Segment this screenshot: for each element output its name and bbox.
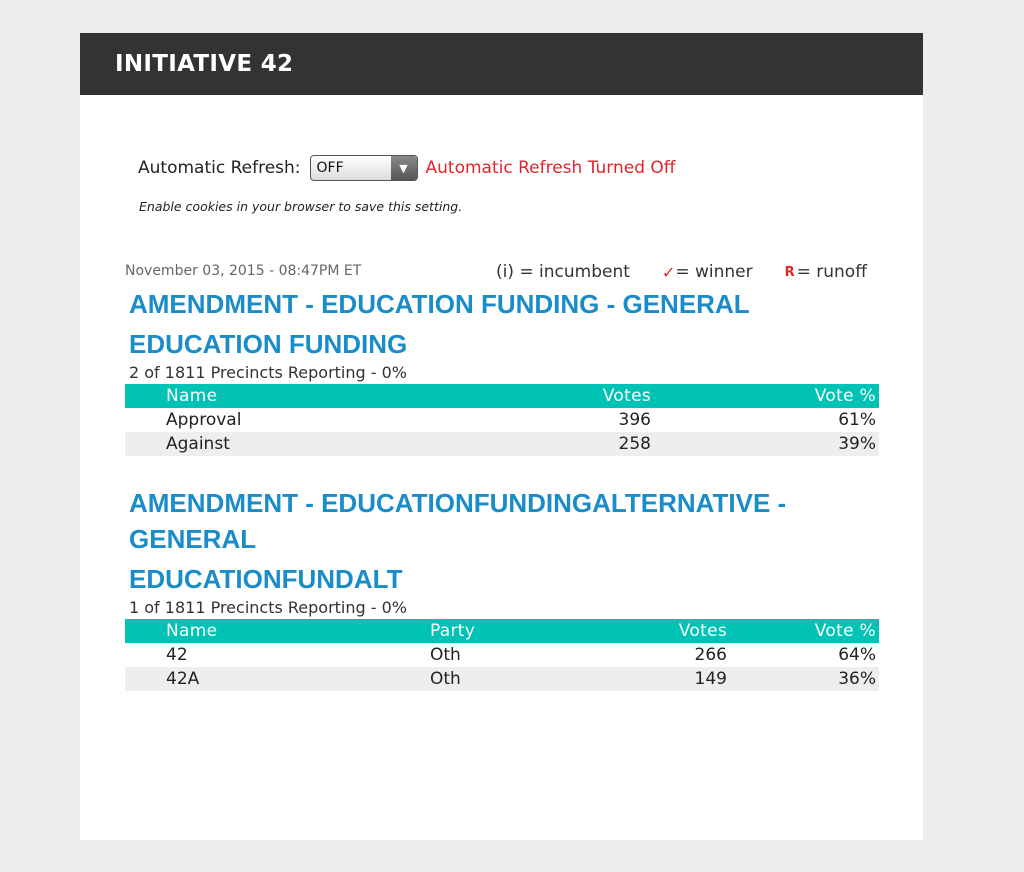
- race-title: [125, 485, 879, 557]
- race-subtitle: EDUCATIONFUNDALT: [129, 564, 403, 594]
- results-table: [125, 619, 879, 691]
- results-legend: [496, 262, 867, 282]
- candidate-vote-pct: 36%: [727, 667, 879, 691]
- candidate-name: Against: [125, 432, 325, 456]
- results-table: [125, 384, 879, 456]
- candidate-votes: 258: [325, 432, 651, 456]
- race-subtitle: EDUCATION FUNDING: [129, 329, 408, 359]
- candidate-name: Approval: [166, 410, 242, 430]
- table-header-row: [125, 619, 879, 643]
- column-header-vote-pct: Vote %: [651, 384, 879, 408]
- results-timestamp: November 03, 2015 - 08:47PM ET: [125, 263, 362, 279]
- column-header-vote-pct: Vote %: [727, 619, 879, 643]
- page-title: INITIATIVE 42: [115, 51, 294, 77]
- column-header-votes: Votes: [325, 384, 651, 408]
- auto-refresh-row: [138, 155, 676, 181]
- table-row: [125, 408, 879, 432]
- candidate-name: 42A: [125, 667, 430, 691]
- legend-winner: [662, 262, 753, 282]
- candidate-votes: 266: [694, 645, 727, 665]
- candidate-party: Oth: [430, 667, 642, 691]
- legend-runoff-label: = runoff: [796, 262, 867, 282]
- auto-refresh-select[interactable]: [310, 155, 418, 181]
- page-header: [80, 33, 923, 95]
- race-title: AMENDMENT - EDUCATION FUNDING - GENERAL: [129, 289, 750, 319]
- column-header-votes: Votes: [642, 619, 727, 643]
- race-title-line-2: GENERAL: [129, 524, 257, 554]
- checkmark-icon: ✓: [661, 262, 676, 282]
- column-header-party: Party: [430, 619, 642, 643]
- cookie-note: Enable cookies in your browser to save this setting.: [139, 199, 463, 214]
- chevron-down-icon: ▼: [391, 156, 417, 180]
- precincts-reporting: 2 of 1811 Precincts Reporting - 0%: [129, 363, 407, 382]
- auto-refresh-label: Automatic Refresh:: [138, 158, 301, 178]
- results-panel: [80, 33, 923, 840]
- candidate-name: 42: [166, 645, 188, 665]
- precincts-reporting: 1 of 1811 Precincts Reporting - 0%: [129, 598, 407, 617]
- candidate-vote-pct: 61%: [838, 410, 876, 430]
- legend-winner-label: = winner: [675, 262, 753, 282]
- runoff-icon: R: [784, 264, 795, 280]
- auto-refresh-selected-value: OFF: [316, 160, 344, 176]
- candidate-votes: 396: [618, 410, 651, 430]
- candidate-party: Oth: [430, 645, 461, 665]
- candidate-votes: 149: [642, 667, 727, 691]
- table-row: [125, 667, 879, 691]
- column-header-name: Name: [125, 619, 430, 643]
- table-row: [125, 643, 879, 667]
- column-header-name: Name: [125, 384, 325, 408]
- race-education-funding-alternative: [125, 485, 879, 691]
- legend-incumbent: (i) = incumbent: [496, 262, 630, 282]
- legend-runoff: [785, 262, 867, 282]
- table-header-row: [125, 384, 879, 408]
- candidate-vote-pct: 39%: [651, 432, 879, 456]
- candidate-vote-pct: 64%: [838, 645, 876, 665]
- auto-refresh-status: Automatic Refresh Turned Off: [425, 158, 676, 178]
- table-row: [125, 432, 879, 456]
- race-title-line-1: AMENDMENT - EDUCATIONFUNDINGALTERNATIVE -: [129, 488, 787, 518]
- race-education-funding: [125, 286, 879, 456]
